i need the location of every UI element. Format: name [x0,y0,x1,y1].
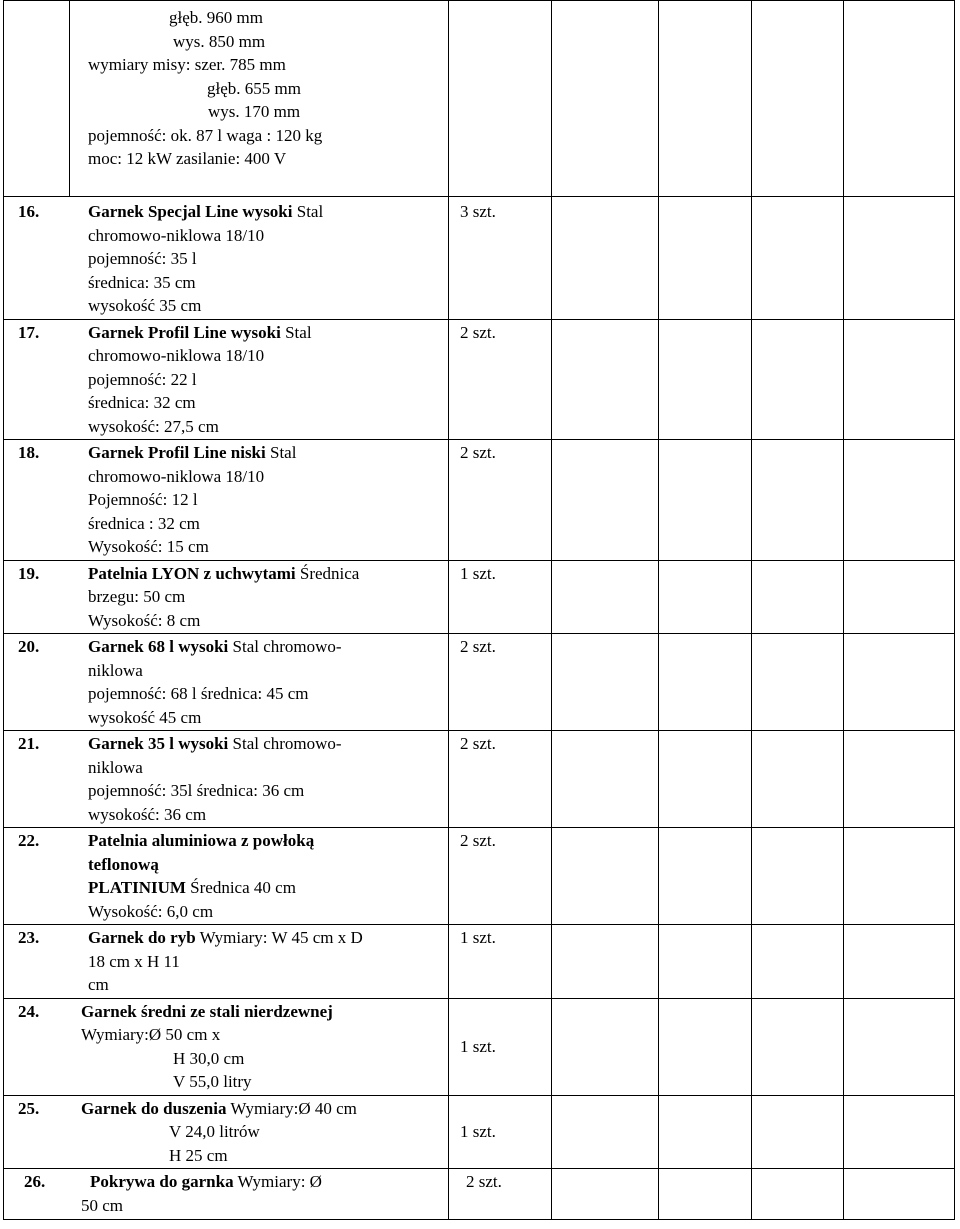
item-spec: pojemność: 22 l [88,369,197,389]
item-spec: Stal chromowo- [228,734,342,753]
item-cell [4,731,449,828]
item-spec: 50 cm [81,1195,124,1215]
item-cell [4,925,449,999]
table-row [4,998,955,1095]
item-name: Pokrywa do garnka [90,1172,234,1191]
item-name: Patelnia LYON z uchwytami [88,563,296,583]
item-spec: wysokość 45 cm [88,707,202,727]
item-quantity: 2 szt. [460,637,496,656]
item-number: 17. [18,322,40,342]
table-row [4,1095,955,1169]
qty-cell [449,319,552,440]
item-quantity: 3 szt. [460,202,496,221]
item-cell [4,197,449,320]
item-spec: Wymiary: Ø [233,1172,322,1191]
item-cell [4,998,449,1095]
item-spec: niklowa [88,660,143,680]
table-row [4,828,955,925]
item-name-cont: teflonową [88,854,159,874]
item-spec: pojemność: 68 l średnica: 45 cm [88,684,309,703]
item-spec: średnica: 35 cm [88,272,196,292]
item-number: 22. [18,831,40,850]
item-spec: Średnica [295,563,360,583]
spec-table [3,0,955,1220]
spec-line: głęb. 655 mm [207,78,301,98]
spec-line: pojemność: ok. 87 l waga : 120 kg [88,125,323,145]
item-quantity: 1 szt. [460,1036,496,1056]
item-spec: Stal [265,443,297,462]
item-cell [4,560,449,634]
item-name: Garnek 35 l wysoki [88,734,229,753]
item-spec: Wysokość: 6,0 cm [88,901,214,921]
item-cell [4,319,449,440]
item-quantity: 1 szt. [460,563,496,583]
item-spec: H 30,0 cm [173,1048,245,1068]
qty-cell [449,1169,552,1220]
item-number: 19. [18,563,40,583]
table-row [4,319,955,440]
item-name: Garnek średni ze stali nierdzewnej [81,1001,333,1021]
item-quantity: 2 szt. [460,322,496,342]
item-cell [4,634,449,731]
item-spec: wysokość 35 cm [88,296,202,315]
item-spec: cm [88,975,109,994]
item-quantity: 2 szt. [460,443,496,462]
item-number: 16. [18,202,40,221]
item-name: Garnek 68 l wysoki [88,637,229,656]
qty-cell [449,828,552,925]
item-cell [4,440,449,561]
item-quantity: 1 szt. [460,1122,496,1141]
item-spec: Wymiary:Ø 50 cm x [81,1025,221,1044]
item-spec: Wymiary:Ø 40 cm [226,1098,357,1118]
item-name: Patelnia aluminiowa z powłoką [88,831,315,850]
qty-cell [449,998,552,1095]
qty-cell [449,560,552,634]
num-cell [4,1,70,197]
qty-cell [449,440,552,561]
item-quantity: 1 szt. [460,928,496,947]
item-spec: V 55,0 litry [173,1072,252,1091]
item-spec: brzegu: 50 cm [88,587,186,606]
spec-line: wymiary misy: szer. 785 mm [88,55,286,74]
table-row [4,560,955,634]
qty-cell [449,1,552,197]
item-number: 18. [18,443,40,462]
item-number: 20. [18,637,40,656]
table-row [4,197,955,320]
item-spec: Wysokość: 15 cm [88,537,209,556]
item-spec: średnica : 32 cm [88,513,200,533]
item-spec: Średnica 40 cm [185,878,296,897]
item-cell [4,1095,449,1169]
description-cell [70,1,449,197]
item-number: 21. [18,734,40,753]
item-number: 26. [24,1172,46,1191]
item-name: Garnek Profil Line niski [88,443,266,462]
item-name-cont: PLATINIUM [88,878,186,897]
item-number: 23. [18,928,40,947]
item-spec: Pojemność: 12 l [88,490,198,509]
qty-cell [449,731,552,828]
table-row [4,1169,955,1220]
item-spec: wysokość: 36 cm [88,804,207,824]
item-quantity: 2 szt. [466,1172,502,1191]
item-name: Garnek do ryb [88,928,196,947]
qty-cell [449,634,552,731]
item-number: 24. [18,1001,40,1021]
table-row [4,634,955,731]
item-spec: Stal chromowo- [228,637,342,656]
table-row [4,731,955,828]
item-spec: wysokość: 27,5 cm [88,416,219,436]
table-row [4,440,955,561]
item-cell [4,1169,449,1220]
item-quantity: 2 szt. [460,734,496,753]
item-spec: chromowo-niklowa 18/10 [88,225,265,245]
item-spec: pojemność: 35 l [88,249,197,268]
item-name: Garnek Profil Line wysoki [88,322,281,342]
spec-line: moc: 12 kW zasilanie: 400 V [88,149,287,168]
item-spec: V 24,0 litrów [169,1122,260,1141]
item-spec: Wysokość: 8 cm [88,610,201,630]
spec-line: wys. 170 mm [208,102,301,121]
item-spec: chromowo-niklowa 18/10 [88,466,265,486]
qty-cell [449,925,552,999]
item-spec: Stal [292,202,324,221]
item-spec: niklowa [88,757,143,777]
qty-cell [449,197,552,320]
item-quantity: 2 szt. [460,831,496,850]
table-row [4,1,955,197]
item-spec: Wymiary: W 45 cm x D [195,928,363,947]
item-cell [4,828,449,925]
qty-cell [449,1095,552,1169]
spec-line: wys. 850 mm [173,31,266,51]
item-name: Garnek do duszenia [81,1098,227,1118]
item-spec: 18 cm x H 11 [88,951,180,971]
table-row [4,925,955,999]
item-spec: Stal [280,322,312,342]
spec-line: głęb. 960 mm [169,8,263,27]
item-spec: pojemność: 35l średnica: 36 cm [88,781,305,800]
item-name: Garnek Specjal Line wysoki [88,202,293,221]
item-number: 25. [18,1098,40,1118]
item-spec: H 25 cm [169,1145,228,1165]
item-spec: średnica: 32 cm [88,393,196,412]
item-spec: chromowo-niklowa 18/10 [88,346,265,365]
